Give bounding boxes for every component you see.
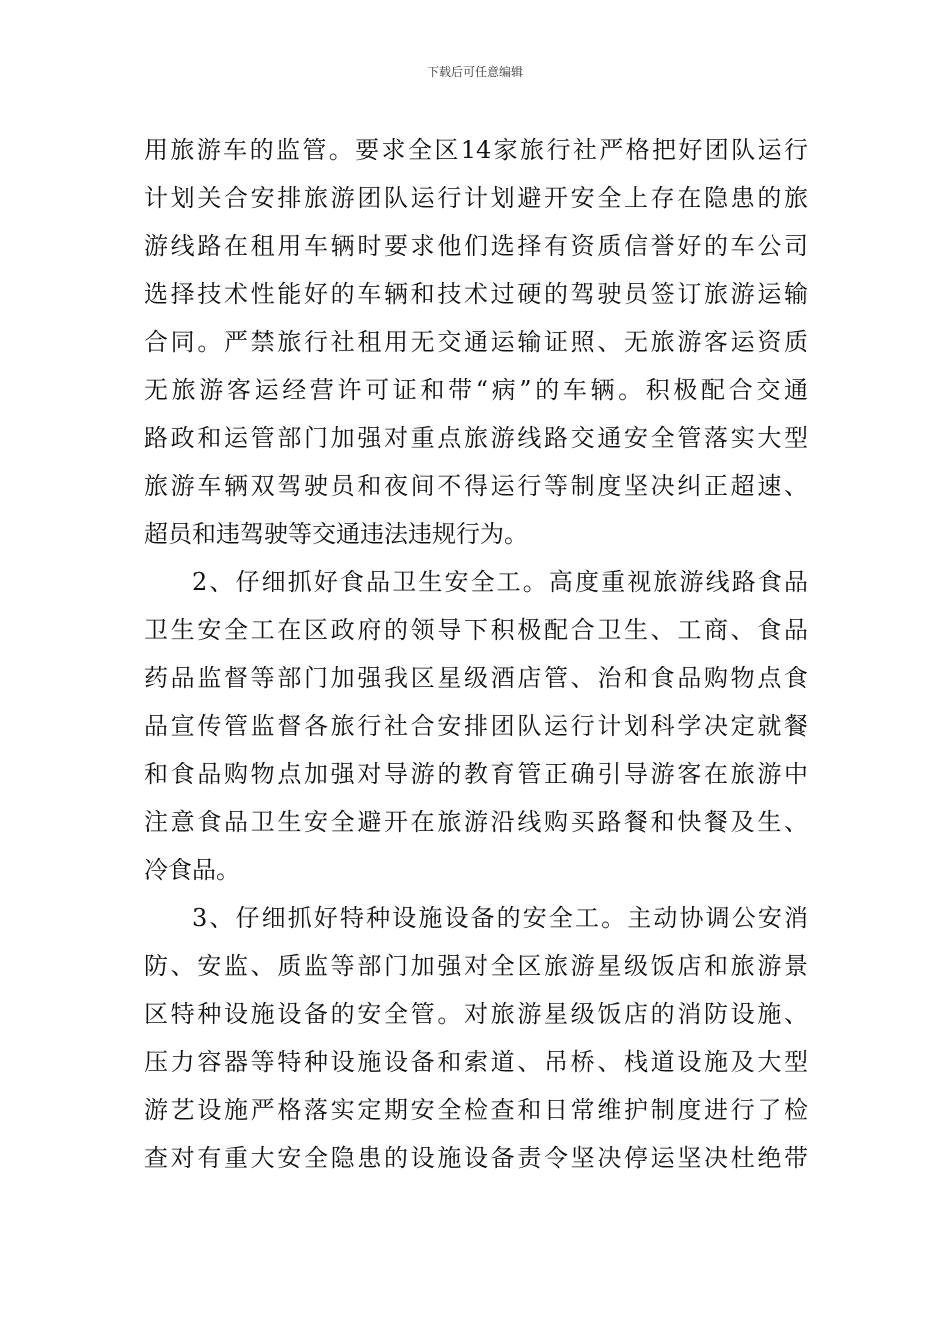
text-line: 旅游车辆双驾驶员和夜间不得运行等制度坚决纠正超速、 <box>144 472 808 500</box>
paragraph-3 <box>144 894 808 1182</box>
text-line: 游艺设施严格落实定期安全检查和日常维护制度进行了检 <box>144 1096 808 1124</box>
text-line: 2、仔细抓好食品卫生安全工。高度重视旅游线路食品 <box>192 568 808 596</box>
text-line: 冷食品。 <box>144 856 240 884</box>
paragraph-1 <box>144 126 808 558</box>
text-line: 计划关合安排旅游团队运行计划避开安全上存在隐患的旅 <box>144 184 808 212</box>
text-line: 压力容器等特种设施设备和索道、吊桥、栈道设施及大型 <box>144 1048 808 1076</box>
paragraph-2 <box>144 558 808 894</box>
text-line: 注意食品卫生安全避开在旅游沿线购买路餐和快餐及生、 <box>144 808 808 836</box>
text-line: 区特种设施设备的安全管。对旅游星级饭店的消防设施、 <box>144 1000 808 1028</box>
text-line: 卫生安全工在区政府的领导下积极配合卫生、工商、食品 <box>144 616 808 644</box>
text-line: 查对有重大安全隐患的设施设备责令坚决停运坚决杜绝带 <box>144 1144 808 1172</box>
text-line: 选择技术性能好的车辆和技术过硬的驾驶员签订旅游运输 <box>144 280 808 308</box>
text-line: 路政和运管部门加强对重点旅游线路交通安全管落实大型 <box>144 424 808 452</box>
document-body <box>144 126 808 1182</box>
page-header: 下载后可任意编辑 <box>426 65 523 79</box>
text-line: 无旅游客运经营许可证和带“病”的车辆。积极配合交通 <box>144 376 808 404</box>
text-line: 超员和违驾驶等交通违法违规行为。 <box>144 520 528 548</box>
text-line: 药品监督等部门加强我区星级酒店管、治和食品购物点食 <box>144 664 808 692</box>
text-line: 品宣传管监督各旅行社合安排团队运行计划科学决定就餐 <box>144 712 808 740</box>
text-line: 3、仔细抓好特种设施设备的安全工。主动协调公安消 <box>192 904 808 932</box>
text-line: 合同。严禁旅行社租用无交通运输证照、无旅游客运资质 <box>144 328 808 356</box>
text-line: 和食品购物点加强对导游的教育管正确引导游客在旅游中 <box>144 760 808 788</box>
text-line: 防、安监、质监等部门加强对全区旅游星级饭店和旅游景 <box>144 952 808 980</box>
text-line: 用旅游车的监管。要求全区14家旅行社严格把好团队运行 <box>144 136 808 164</box>
text-line: 游线路在租用车辆时要求他们选择有资质信誉好的车公司 <box>144 232 808 260</box>
